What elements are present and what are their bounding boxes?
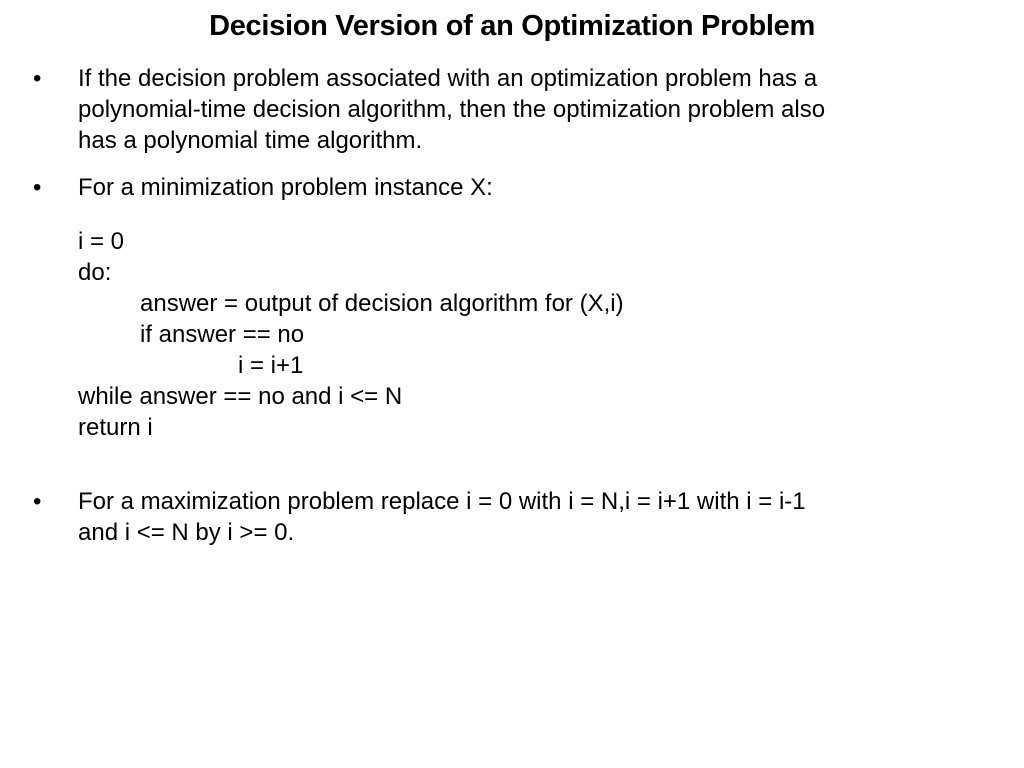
code-line: i = i+1 [238,352,304,379]
pseudocode-block [78,226,1024,443]
text-line: and i <= N by i >= 0. [78,519,295,546]
text-line: For a minimization problem instance X: [78,174,493,201]
bullet-item-maximization [0,486,1024,548]
slide-title: Decision Version of an Optimization Problem [209,10,815,42]
bullet-item-decision-problem [0,63,1024,156]
text-line: If the decision problem associated with an optimization problem has a [78,65,818,92]
bullet-item-minimization [0,172,1024,203]
bullet-icon: • [33,65,42,92]
code-line: i = 0 [78,228,125,255]
bullet-icon: • [33,174,42,201]
code-line: answer = output of decision algorithm for (X,i) [140,290,624,317]
text-line: polynomial-time decision algorithm, then the optimization problem also [78,96,826,123]
code-line: if answer == no [140,321,305,348]
bullet-text [78,486,1004,548]
bullet-text [78,63,1004,156]
code-line: while answer == no and i <= N [78,383,403,410]
bullet-icon: • [33,488,42,515]
text-line: has a polynomial time algorithm. [78,127,423,154]
bullet-text [78,172,1004,203]
text-line: For a maximization problem replace i = 0 with i = N,i = i+1 with i = i-1 [78,488,806,515]
code-line: do: [78,259,112,286]
code-line: return i [78,414,153,441]
